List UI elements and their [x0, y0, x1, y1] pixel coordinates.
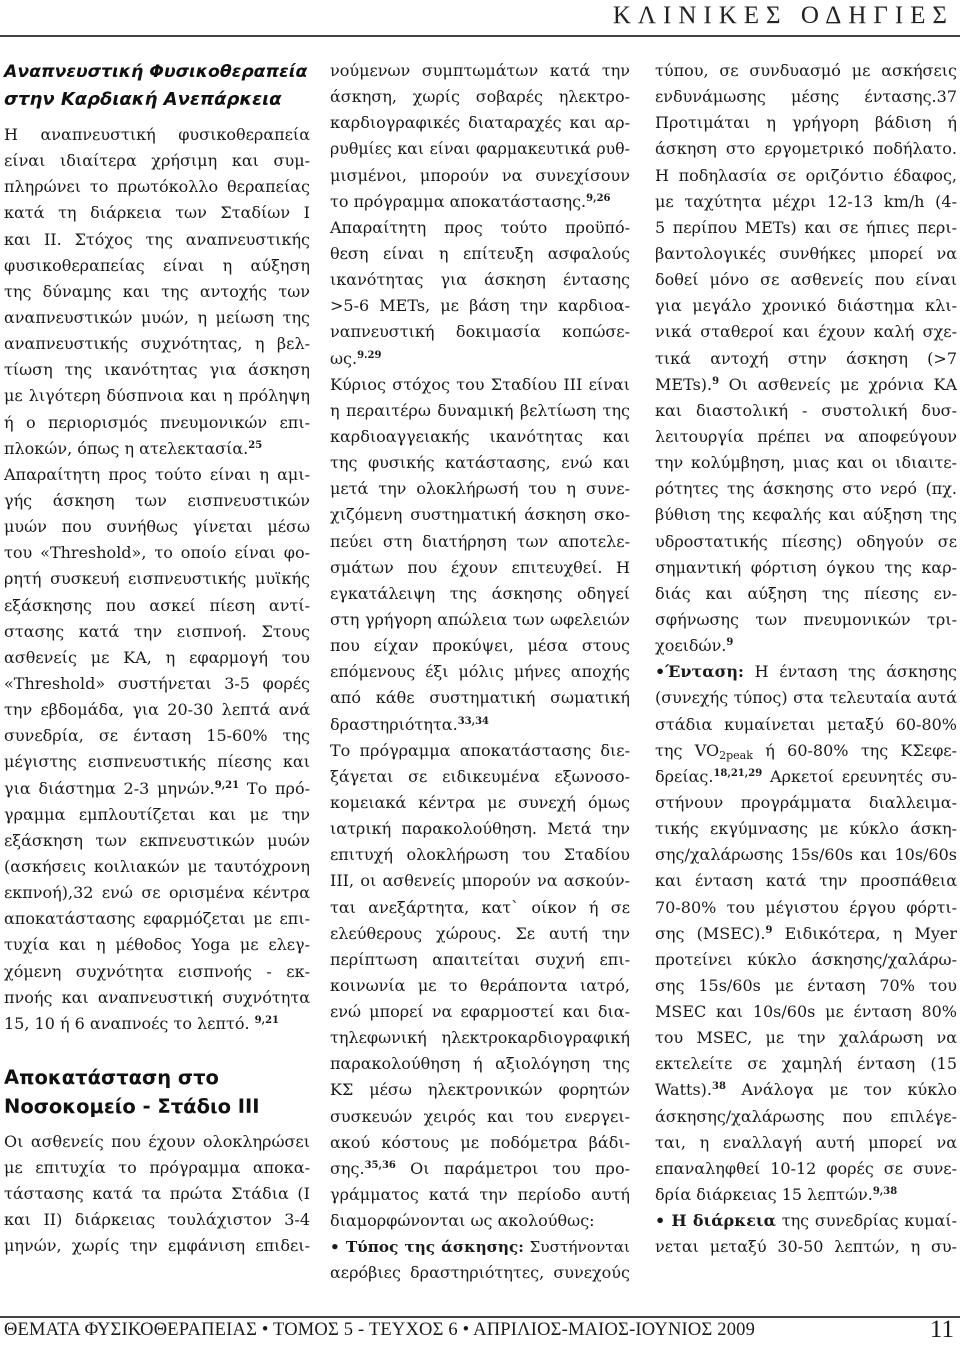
text-line: της $VO_{2peak}$ ή 60-80% της ΚΣεφε-	[655, 740, 958, 762]
text-line: μέγιστης εισπνευστικής πίεσης και	[4, 752, 310, 772]
text-line: γράμματος κατά την περίοδο αυτή	[330, 1185, 630, 1205]
text-line: αναπνευστικών μυών, η μείωση της	[4, 307, 310, 327]
text-line: σμάτων που έχουν επιτευχθεί. Η	[330, 557, 630, 577]
text-line: άσκηση, χωρίς σοβαρές ηλεκτρο-	[330, 87, 630, 107]
text-line: την εβδομάδα, για 20-30 λεπτά ανά	[4, 700, 310, 720]
text-line: γής άσκηση των εισπνευστικών	[4, 490, 310, 510]
text-line: Κύριος στόχος του Σταδίου ΙΙΙ είναι	[330, 374, 630, 394]
text-line: βαντολογικές συνθήκες μπορεί να	[655, 243, 957, 263]
text-line: με λιγότερη δύσπνοια και η πρόληψη	[4, 386, 310, 406]
page-number: 11	[929, 1316, 954, 1343]
text-line: METs).$^9$ Οι ασθενείς με χρόνια ΚΑ	[655, 374, 957, 394]
text-line: τικά αντοχή στην άσκηση (>7	[655, 348, 957, 368]
citation: 9	[765, 924, 773, 936]
text-line: ται, η εναλλαγή αυτή μπορεί να	[655, 1132, 957, 1152]
citation: 9	[726, 637, 734, 649]
text-line: την κολύμβηση, μιας και οι ιδιαιτε-	[655, 453, 957, 473]
text-line: καρδιοαγγειακής ικανότητας και	[330, 426, 630, 446]
text-line: ακού κόστους με ποδόμετρα βάδι-	[330, 1132, 630, 1152]
text-line: του MSEC, με την χαλάρωση να	[655, 1028, 957, 1048]
text-line: Το πρόγραμμα αποκατάστασης διε-	[330, 740, 630, 760]
text-line: • Τύπος της άσκησης: Συστήνονται	[330, 1238, 630, 1257]
footer-rule	[0, 1316, 960, 1318]
text-line: αερόβιες δραστηριότητες, συνεχούς	[330, 1263, 630, 1283]
citation: 33,34	[457, 715, 490, 727]
text-line: πνοής και αναπνευστική συχνότητα	[4, 987, 310, 1007]
citation: 9,21	[254, 1014, 279, 1026]
text-line: • Η διάρκεια της συνεδρίας κυμαί-	[655, 1211, 957, 1231]
section-heading-stage3-line2: Νοσοκομείο - Στάδιο ΙΙΙ	[4, 1094, 260, 1118]
text-line: 70-80% του μέγιστου έργου φόρτι-	[655, 897, 957, 917]
text-line: αναπνευστικής συχνότητας, η βελ-	[4, 334, 310, 354]
text-line: ασθενείς με ΚΑ, η εφαρμογή του	[4, 647, 310, 667]
text-line: ενδυνάμωσης μέσης έντασης.37	[655, 87, 957, 107]
text-line: πληρώνει το πρωτόκολλο θεραπείας	[4, 177, 310, 197]
text-line: προτείνει κύκλο άσκησης/χαλάρω-	[655, 949, 957, 969]
text-line: πεύει στη διατήρηση των αποτελε-	[330, 531, 630, 551]
text-line: που είχαν προκύψει, μέσα στους	[330, 636, 630, 656]
text-line: συνεδρία, σε ένταση 15-60% της	[4, 726, 310, 746]
column-1	[4, 58, 310, 1260]
citation: 9,21	[214, 779, 240, 791]
running-header: ΚΛΙΝΙΚΕΣ ΟΔΗΓΙΕΣ	[612, 2, 954, 29]
text-line: για διάστημα 2-3 μηνών.$^{9,21}$ Το πρό-	[4, 778, 311, 798]
text-line: εγκατάλειψη της άσκησης οδηγεί	[330, 583, 630, 603]
text-line: πλοκών, όπως η ατελεκτασία.$^{25}$	[4, 438, 263, 458]
text-line: 15, 10 ή 6 αναπνοές το λεπτό. $^{9,21}$	[4, 1013, 279, 1033]
text-line: Η αναπνευστική φυσικοθεραπεία	[4, 125, 310, 144]
text-line: ρυθμίες και είναι φαρμακευτικά ρυθ-	[330, 139, 630, 159]
text-line: δρείας.$^{18,21,29}$ Αρκετοί ερευνητές συ-	[655, 766, 957, 786]
text-line: δοθεί μόνο σε ασθενείς που είναι	[655, 270, 957, 290]
text-line: άσκησης/χαλάρωσης που επιλέγε-	[655, 1106, 957, 1126]
bullet-icon: •	[655, 662, 666, 682]
text-line: (ασκήσεις κοιλιακών με ταυτόχρονη	[4, 856, 310, 876]
text-line: δρία διάρκειας 15 λεπτών.$^{9,38}$	[655, 1185, 898, 1205]
text-line: Απαραίτητη προς τούτο προϋπό-	[330, 217, 630, 237]
text-line: MSEC και 10s/60s με ένταση 80%	[655, 1002, 957, 1022]
text-line: το πρόγραμμα αποκατάστασης.$^{9,26}$	[330, 191, 611, 211]
text-line: της δύναμης και της αντοχής των	[4, 281, 310, 301]
text-line: σημαντική φόρτιση όγκου της καρ-	[655, 557, 957, 577]
text-line: και ΙΙ) διάρκειας τουλάχιστον 3-4	[4, 1210, 310, 1230]
section-heading-respiratory-line2: στην Καρδιακή Ανεπάρκεια	[4, 89, 282, 110]
text-line: διάς και αύξηση της πίεσης εν-	[655, 583, 957, 603]
text-line: «Threshold» συστήνεται 3-5 φορές	[4, 673, 310, 693]
text-line: Απαραίτητη προς τούτο είναι η αμι-	[4, 464, 310, 484]
text-line: νεται μεταξύ 30-50 λεπτών, η συ-	[655, 1237, 957, 1257]
text-line: γραμμα εμπλουτίζεται και με την	[4, 804, 310, 824]
text-line: (συνεχής τύπος) στα τελευταία αυτά	[655, 688, 957, 708]
citation: 9,26	[586, 192, 611, 204]
subscript: 2peak	[719, 748, 753, 762]
text-line: καρδιογραφικές διαταραχές και αρ-	[330, 113, 630, 133]
text-line: περίπτωση απαιτείται συχνή επι-	[330, 949, 630, 969]
text-line: τικής εκγύμνασης με κύκλο άσκη-	[655, 819, 957, 839]
text-line: ξάγεται σε ειδικευμένα εξωνοσο-	[330, 766, 630, 786]
citation: 9.29	[357, 349, 382, 361]
text-line: ελεύθερους χώρους. Σε αυτή την	[330, 923, 630, 943]
text-line: τηλεφωνική ηλεκτροκαρδιογραφική	[330, 1028, 630, 1048]
text-line: υδροστατικής πίεσης) οδηγούν σε	[655, 531, 957, 551]
text-line: σης (MSEC).$^9$ Ειδικότερα, η Myer	[655, 923, 958, 943]
text-line: Watts).$^{38}$ Ανάλογα με τον κύκλο	[655, 1080, 957, 1100]
text-line: επιτυχή ολοκλήρωση του Σταδίου	[330, 845, 630, 865]
text-line: δραστηριότητα.$^{33,34}$	[330, 714, 490, 734]
text-line: ΙΙΙ, οι ασθενείς μπορούν να ασκούν-	[330, 871, 630, 891]
text-line: μηνών, χωρίς την εμφάνιση επιδει-	[4, 1236, 310, 1256]
text-line: είναι ιδιαίτερα χρήσιμη και συμ-	[4, 151, 310, 171]
text-line: με ταχύτητα μέχρι 12-13 km/h (4-	[655, 191, 957, 211]
text-line: σης 15s/60s με ένταση 70% του	[655, 975, 957, 995]
text-line: της φυσικής κατάστασης, ενώ και	[330, 453, 630, 473]
text-line: η περαιτέρω δυναμική βελτίωση της	[330, 400, 630, 420]
text-line: κοινωνία με το θεράποντα ιατρό,	[330, 975, 630, 995]
text-line: στήνουν προγράμματα διαλλειμα-	[655, 792, 957, 812]
section-heading-respiratory: Αναπνευστική Φυσικοθεραπεία	[4, 62, 308, 82]
text-line: ται ανεξάρτητα, κατ` οίκον ή σε	[330, 897, 630, 917]
text-line: εξάσκηση των εκπνευστικών μυών	[4, 830, 310, 850]
text-line: για μεγάλο χρονικό διάστημα κλι-	[655, 296, 957, 316]
text-line: κομειακά κέντρα με συνεχή όμως	[330, 792, 630, 812]
text-line: άσκηση στο εργομετρικό ποδήλατο.	[655, 139, 957, 159]
bullet-icon: •	[330, 1238, 340, 1257]
text-line: επόμενους έξι μόλις μήνες αποχής	[330, 662, 630, 682]
text-line: ιατρική παρακολούθηση. Μετά την	[330, 819, 630, 839]
text-line: νούμενων συμπτωμάτων κατά την	[330, 61, 630, 80]
text-line: εκπνοή),32 ενώ σε ορισμένα κέντρα	[4, 883, 310, 903]
text-line: και ένταση κατά την προσπάθεια	[655, 871, 957, 891]
citation: 35,36	[364, 1159, 396, 1171]
text-line: στάδια κυμαίνεται μεταξύ 60-80%	[655, 714, 957, 734]
text-line: του «Threshold», το οποίο είναι φο-	[4, 543, 310, 563]
text-line: Προτιμάται η γρήγορη βάδιση ή	[655, 113, 957, 133]
text-line: από κάθε συστηματική σωματική	[330, 688, 630, 708]
text-line: ή ο περιορισμός πνευμονικών επι-	[4, 412, 310, 432]
text-line: Οι ασθενείς που έχουν ολοκληρώσει	[4, 1131, 310, 1151]
text-line: ενώ μπορεί να εφαρμοστεί και δια-	[330, 1002, 630, 1022]
text-line: •Ένταση: Η ένταση της άσκησης	[655, 662, 957, 682]
text-line: κατά τη διάρκεια των Σταδίων Ι	[4, 203, 310, 223]
text-line: μυών που συνήθως γίνεται μέσω	[4, 517, 310, 537]
citation: 38	[712, 1081, 726, 1093]
text-line: Η ποδηλασία σε οριζόντιο έδαφος,	[655, 165, 957, 185]
journal-footer: ΘΕΜΑΤΑ ΦΥΣΙΚΟΘΕΡΑΠΕΙΑΣ • ΤΟΜΟΣ 5 - ΤΕΥΧΟΣ 6 • ΑΠΡΙΛΙΟΣ-ΜΑΙΟΣ-ΙΟΥΝΙΟΣ 2009	[4, 1320, 756, 1340]
text-line: διαμορφώνονται ως ακολούθως:	[330, 1211, 595, 1231]
text-line: τάστασης κατά τα πρώτα Στάδια (Ι	[4, 1184, 310, 1204]
text-line: σης.$^{35,36}$ Οι παράμετροι του προ-	[330, 1158, 630, 1178]
text-line: ικανότητας για άσκηση έντασης	[330, 270, 630, 290]
text-line: αποκατάστασης εφαρμόζεται με επι-	[4, 909, 310, 929]
header-rule	[0, 35, 960, 37]
text-line: ως.$^{9.29}$	[330, 348, 382, 368]
text-line: εξάσκησης που ασκεί πίεση αντί-	[4, 595, 310, 615]
column-3	[655, 58, 957, 1260]
text-line: χοειδών.$^9$	[655, 636, 734, 656]
text-line: ρότητες της άσκησης στο νερό (πχ.	[655, 479, 957, 499]
text-line: και ΙΙ. Στόχος της αναπνευστικής	[4, 229, 310, 249]
text-line: με επιτυχία το πρόγραμμα αποκα-	[4, 1158, 310, 1178]
text-line: και διαστολική - συστολική δυσ-	[655, 400, 957, 420]
citation: 9,38	[872, 1186, 898, 1198]
text-line: βύθιση της κεφαλής και αύξηση της	[655, 505, 957, 525]
text-line: χιζόμενη συστηματική άσκηση σκο-	[330, 505, 630, 525]
column-2	[330, 58, 630, 1287]
text-line: τίωση της ικανότητας για άσκηση	[4, 360, 310, 380]
text-line: σης/χαλάρωσης 15s/60s και 10s/60s	[655, 845, 957, 865]
text-line: στασης κατά την εισπνοή. Στους	[4, 621, 310, 641]
text-line: παρακολούθηση ή αξιολόγηση της	[330, 1054, 630, 1074]
text-line: τύπου, σε συνδυασμό με ασκήσεις	[655, 61, 957, 80]
text-line: ναπνευστική δοκιμασία κοπώσε-	[330, 322, 630, 342]
text-line: συσκευών χειρός και του ενεργει-	[330, 1106, 630, 1126]
text-line: λειτουργία πρέπει να αποφεύγουν	[655, 426, 957, 446]
text-line: χόμενη συχνότητα εισπνοής - εκ-	[4, 961, 310, 981]
citation: 25	[248, 439, 263, 451]
text-line: μισμένοι, μπορούν να συνεχίσουν	[330, 165, 630, 185]
text-line: ΚΣ μέσω ηλεκτρονικών φορητών	[330, 1080, 630, 1100]
text-line: μετά την ολοκλήρωσή του η συνε-	[330, 479, 630, 499]
text-line: 5 περίπου METs) και σε ήπιες περι-	[655, 217, 957, 237]
text-line: επαναληφθεί 10-12 φορές σε συνε-	[655, 1158, 957, 1178]
text-line: εκτελείτε σε χαμηλή ένταση (15	[655, 1054, 957, 1074]
text-line: τυχία και η μέθοδος Yoga με ελεγ-	[4, 935, 310, 955]
bullet-icon: •	[655, 1211, 666, 1231]
text-line: ρητή συσκευή εισπνευστικής μυϊκής	[4, 569, 310, 589]
text-line: φυσικοθεραπείας είναι η αύξηση	[4, 255, 310, 275]
text-line: >5-6 METs, με βάση την καρδιοα-	[330, 296, 630, 316]
text-line: θεση είναι η επίτευξη ασφαλούς	[330, 243, 630, 263]
text-line: στη γρήγορη απώλεια των ωφελειών	[330, 609, 630, 629]
text-line: νικά σταθεροί και έχουν καλή σχε-	[655, 322, 957, 342]
citation: 9	[712, 375, 720, 387]
section-heading-stage3: Αποκατάσταση στο	[4, 1065, 219, 1089]
text-line: σφήνωσης των πνευμονικών τρι-	[655, 609, 957, 629]
citation: 18,21,29	[713, 767, 763, 779]
